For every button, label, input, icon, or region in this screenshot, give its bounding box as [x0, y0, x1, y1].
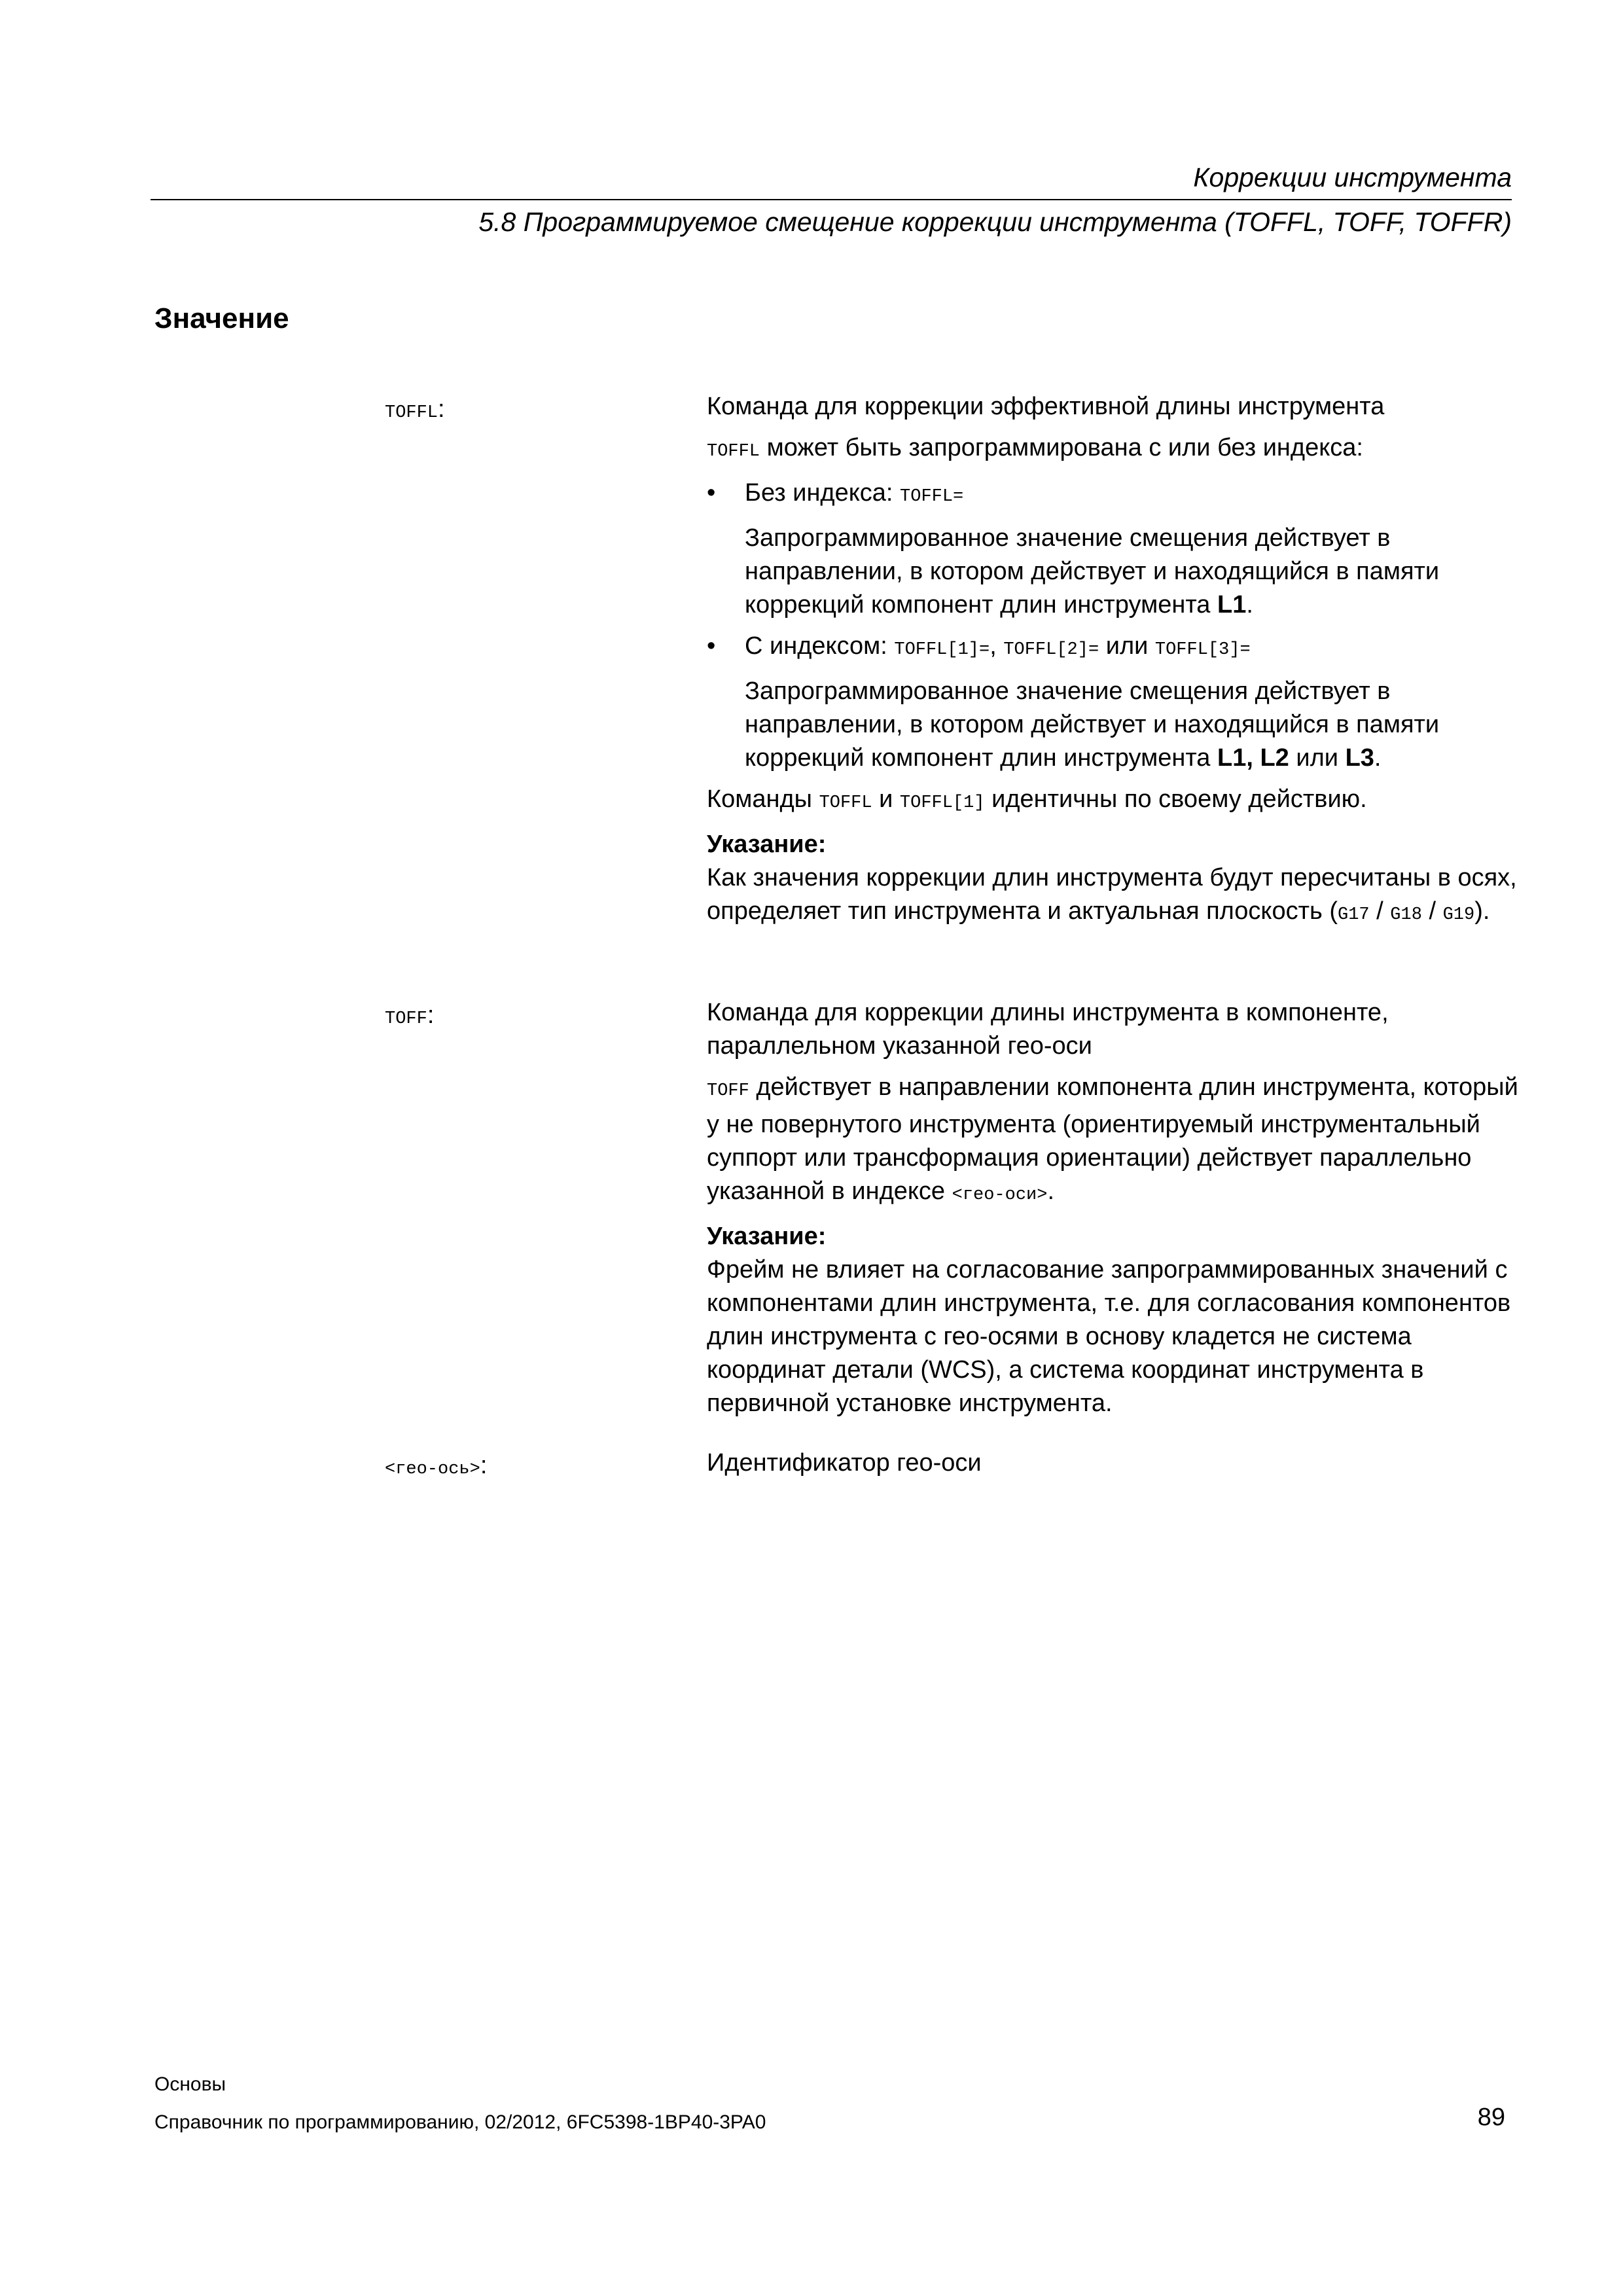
bullet-with-index-body: Запрограммированное значение смещения действует в направлении, в котором действует и находящийся в памяти коррекций компонент длин инструмента L1, L2 или L3.	[745, 677, 1440, 772]
inline-code: <гео-оси>	[952, 1185, 1048, 1205]
page-number: 89	[1477, 2104, 1505, 2131]
geo-description	[707, 1446, 1518, 1488]
toff-line1: Команда для коррекции длины инструмента в компоненте, параллельном указанной гео-оси	[707, 999, 1389, 1060]
inline-code: G17	[1338, 905, 1370, 925]
inline-code: TOFFL[3]=	[1154, 640, 1251, 660]
toffl-line2: TOFFL может быть запрограммирована с или без индекса:	[707, 434, 1363, 461]
term-colon: :	[427, 1001, 435, 1029]
inline-code: G19	[1442, 905, 1475, 925]
bullet-no-index-body: Запрограммированное значение смещения действует в направлении, в котором действует и находящийся в памяти коррекций компонент длин инструмента L1.	[745, 524, 1440, 619]
inline-code: TOFF	[707, 1081, 749, 1101]
term-colon: :	[480, 1452, 488, 1479]
toffl-equivalence: Команды TOFFL и TOFFL[1] идентичны по своему действию.	[707, 785, 1367, 813]
term-toff	[385, 1001, 434, 1030]
footer-line1: Основы	[154, 2073, 226, 2095]
term-code: TOFF	[385, 1009, 427, 1029]
inline-code: TOFFL[1]	[899, 793, 985, 813]
toff-line2: TOFF действует в направлении компонента длин инструмента, который у не повернутого инструмента (ориентируемый инструментальный суппорт или трансформация ориентации) действует параллельно указанной в индексе <гео-оси>.	[707, 1073, 1518, 1205]
running-header-subtitle: 5.8 Программируемое смещение коррекции инструмента (TOFFL, TOFF, TOFFR)	[478, 207, 1512, 237]
toffl-line1: Команда для коррекции эффективной длины инструмента	[707, 393, 1385, 420]
inline-code: G18	[1390, 905, 1422, 925]
inline-code: TOFFL	[707, 442, 760, 461]
geo-line1: Идентификатор гео-оси	[707, 1449, 982, 1477]
term-colon: :	[438, 395, 445, 423]
note-text: Фрейм не влияет на согласование запрограммированных значений с компонентами длин инструмента, т.е. для согласования компонентов длин инструмента с гео-осями в основу кладется не система координат детали (WCS), а система координат инструмента в первичной установке инструмента.	[707, 1256, 1511, 1417]
note-heading: Указание:	[707, 1223, 827, 1250]
term-code: TOFFL	[385, 403, 438, 423]
term-toffl	[385, 395, 445, 423]
bullet-no-index: • Без индекса: TOFFL=	[707, 476, 1518, 514]
inline-code: TOFFL=	[900, 487, 964, 507]
inline-code: TOFFL[1]=	[894, 640, 990, 660]
note-heading: Указание:	[707, 831, 827, 858]
bullet-dot-icon: •	[707, 632, 716, 660]
bullet-with-index: • С индексом: TOFFL[1]=, TOFFL[2]= или TOFFL[3]=	[707, 630, 1518, 667]
toffl-description	[707, 390, 1518, 940]
inline-code: TOFFL[2]=	[1003, 640, 1099, 660]
toff-description	[707, 996, 1518, 1428]
header-divider	[151, 199, 1512, 200]
term-code: <гео-ось>	[385, 1460, 480, 1479]
running-header-title: Коррекции инструмента	[1193, 162, 1512, 192]
note-text: Как значения коррекции длин инструмента будут пересчитаны в осях, определяет тип инструмента и актуальная плоскость (G17 / G18 / G19).	[707, 864, 1517, 925]
term-geo-axis	[385, 1452, 487, 1480]
footer-line2: Справочник по программированию, 02/2012, 6FC5398-1BP40-3PA0	[154, 2111, 766, 2133]
inline-code: TOFFL	[819, 793, 872, 813]
section-title: Значение	[154, 302, 289, 334]
bullet-dot-icon: •	[707, 479, 716, 507]
